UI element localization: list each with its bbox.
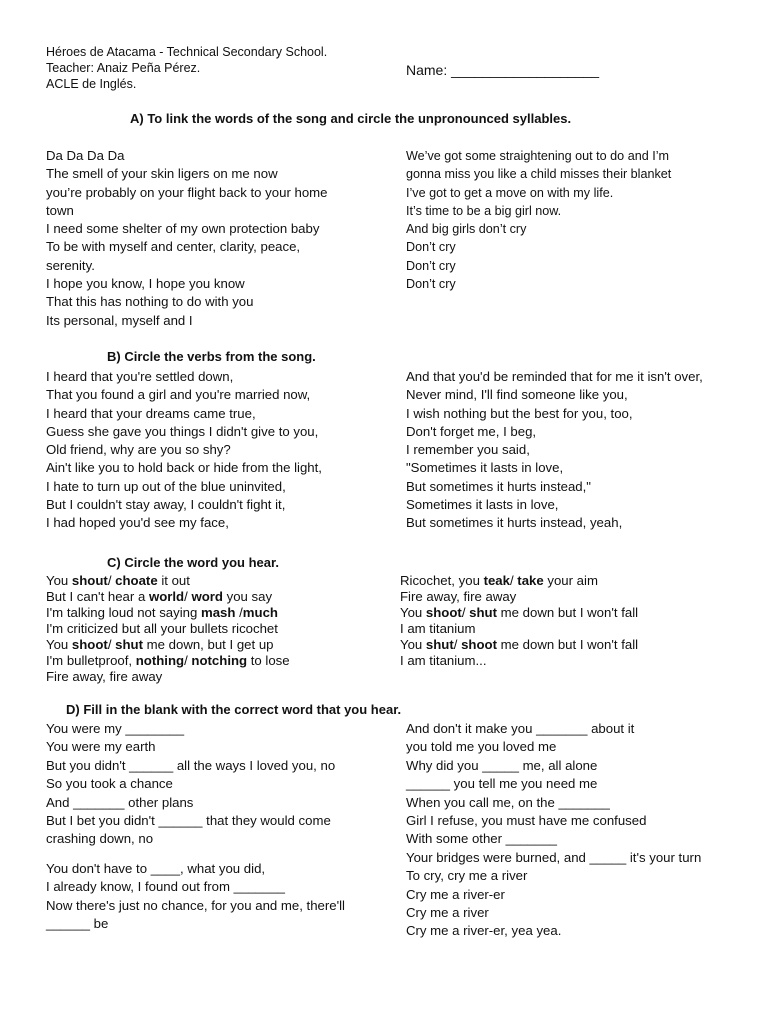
word-choice: word (191, 589, 223, 604)
lyric-line: ______ be (46, 916, 109, 932)
section-d-left-verse-2 (46, 860, 345, 934)
lyric-line: But sometimes it hurts instead," (406, 478, 591, 494)
lyric-text: I am titanium (400, 621, 476, 636)
section-d-left-verse-1 (46, 720, 345, 849)
lyric-line: gonna miss you like a child misses their blanket (406, 167, 672, 182)
lyric-line: Old friend, why are you so shy? (46, 442, 231, 458)
teacher-name: Teacher: Anaiz Peña Pérez. (46, 61, 201, 75)
section-b-right-column (406, 368, 703, 533)
lyric-line: I’ve got to get a move on with my life. (406, 185, 614, 200)
lyric-line: To cry, cry me a river (406, 868, 528, 884)
lyric-line: Da Da Da Da (46, 148, 125, 163)
lyric-text: / (235, 605, 243, 620)
lyric-line: You don't have to ____, what you did, (46, 860, 266, 876)
lyric-line: Its personal, myself and I (46, 312, 193, 328)
lyric-line: I hate to turn up out of the blue uninvited, (46, 478, 286, 494)
section-a-right-column (406, 147, 671, 293)
lyric-line: I remember you said, (406, 442, 530, 458)
word-choice: shoot (71, 637, 108, 652)
lyric-line: And don't it make you _______ about it (406, 721, 635, 736)
lyric-line: I wish nothing but the best for you, too, (406, 405, 633, 421)
lyric-line: serenity. (46, 257, 95, 273)
lyric-line: Cry me a river-er, yea yea. (406, 923, 562, 939)
lyric-text: / (184, 653, 192, 668)
lyric-line: It’s time to be a big girl now. (406, 203, 562, 218)
lyric-line: I heard that your dreams came true, (46, 405, 256, 421)
lyric-text: I'm talking loud not saying (46, 605, 201, 620)
lyric-line: But I bet you didn't ______ that they would come (46, 813, 331, 829)
lyric-line: Why did you _____ me, all alone (406, 757, 598, 773)
section-c-title: C) Circle the word you hear. (107, 555, 279, 570)
lyric-text: / (107, 573, 116, 588)
lyric-line: But sometimes it hurts instead, yeah, (406, 515, 623, 531)
lyric-line: Don’t cry (406, 277, 456, 292)
lyric-text: / (509, 573, 518, 588)
lyric-line: ______ you tell me you need me (406, 776, 598, 792)
lyric-line (46, 573, 290, 589)
lyric-line: Don’t cry (406, 240, 456, 255)
section-b-title: B) Circle the verbs from the song. (107, 349, 316, 364)
lyric-line: But I couldn't stay away, I couldn't fight it, (46, 497, 286, 513)
lyric-line: The smell of your skin ligers on me now (46, 166, 278, 182)
section-b-left-column (46, 368, 322, 533)
lyric-line (400, 573, 638, 589)
word-choice: much (242, 605, 278, 620)
lyric-line: So you took a chance (46, 776, 173, 792)
lyric-line (400, 621, 638, 637)
lyric-text: You (46, 637, 72, 652)
lyric-text: You (46, 573, 72, 588)
lyric-text: You (400, 637, 426, 652)
student-name-field: Name: ___________________ (406, 62, 600, 78)
word-choice: world (148, 589, 185, 604)
section-a-left-column (46, 147, 328, 330)
lyric-line: Sometimes it lasts in love, (406, 497, 559, 513)
lyric-text: / (184, 589, 192, 604)
lyric-line: You were my earth (46, 739, 156, 755)
lyric-line: I heard that you're settled down, (46, 369, 234, 384)
lyric-text: You (400, 605, 426, 620)
lyric-line: I need some shelter of my own protection baby (46, 221, 320, 237)
lyric-line: town (46, 202, 74, 218)
lyric-line: That you found a girl and you're married now, (46, 387, 311, 403)
lyric-text: / (461, 605, 470, 620)
lyric-line (46, 653, 290, 669)
lyric-text: me down, but I get up (143, 637, 274, 652)
lyric-line: Cry me a river-er (406, 886, 505, 902)
school-header (46, 44, 327, 92)
lyric-line (46, 605, 290, 621)
lyric-line (46, 637, 290, 653)
lyric-line (400, 637, 638, 653)
lyric-text: you say (222, 589, 273, 604)
word-choice: shut (425, 637, 454, 652)
section-d-left-column (46, 720, 345, 933)
lyric-text: Fire away, fire away (400, 589, 517, 604)
lyric-line: I already know, I found out from _______ (46, 879, 285, 895)
word-choice: mash (201, 605, 236, 620)
word-choice: shout (71, 573, 108, 588)
section-c-left-column (46, 573, 290, 685)
lyric-line: Now there's just no chance, for you and me, there'll (46, 897, 345, 913)
word-choice: shut (469, 605, 497, 620)
section-d-right-column (406, 720, 701, 941)
lyric-line (46, 621, 290, 637)
word-choice: shut (115, 637, 143, 652)
word-choice: shoot (425, 605, 462, 620)
lyric-line: "Sometimes it lasts in love, (406, 460, 564, 476)
lyric-text: But I can't hear a (46, 589, 149, 604)
lyric-line: That this has nothing to do with you (46, 294, 254, 310)
lyric-text: to lose (247, 653, 290, 668)
section-a-title: A) To link the words of the song and circle the unpronounced syllables. (130, 111, 572, 126)
lyric-line: crashing down, no (46, 831, 154, 847)
word-choice: take (517, 573, 544, 588)
lyric-line: you’re probably on your flight back to your home (46, 184, 328, 200)
lyric-line (400, 589, 638, 605)
lyric-line: I hope you know, I hope you know (46, 276, 245, 292)
lyric-line: You were my ________ (46, 721, 185, 736)
lyric-text: it out (157, 573, 190, 588)
lyric-text: I am titanium... (400, 653, 487, 668)
word-choice: teak (483, 573, 510, 588)
lyric-line (400, 653, 638, 669)
word-choice: shoot (461, 637, 497, 652)
lyric-text: me down but I won't fall (497, 637, 639, 652)
subject-name: ACLE de Inglés. (46, 77, 137, 91)
lyric-text: Ricochet, you (400, 573, 484, 588)
lyric-line: To be with myself and center, clarity, peace, (46, 239, 301, 255)
lyric-line: And _______ other plans (46, 794, 194, 810)
lyric-line (400, 605, 638, 621)
lyric-line (46, 589, 290, 605)
lyric-line: Girl I refuse, you must have me confused (406, 813, 647, 829)
lyric-line: And that you'd be reminded that for me it isn't over, (406, 369, 703, 384)
lyric-line: Don't forget me, I beg, (406, 423, 537, 439)
lyric-line: Don’t cry (406, 258, 456, 273)
lyric-line: Cry me a river (406, 905, 489, 921)
lyric-line: I had hoped you'd see my face, (46, 515, 229, 531)
lyric-line: When you call me, on the _______ (406, 794, 610, 810)
lyric-line: Ain't like you to hold back or hide from the light, (46, 460, 322, 476)
lyric-text: me down but I won't fall (497, 605, 639, 620)
lyric-text: I'm bulletproof, (46, 653, 136, 668)
word-choice: choate (115, 573, 158, 588)
lyric-line: But you didn't ______ all the ways I loved you, no (46, 757, 336, 773)
section-d-title: D) Fill in the blank with the correct word that you hear. (66, 702, 402, 717)
lyric-line: With some other _______ (406, 831, 558, 847)
section-c-right-column (400, 573, 638, 669)
word-choice: nothing (135, 653, 185, 668)
lyric-line (46, 669, 290, 685)
school-name: Héroes de Atacama - Technical Secondary School. (46, 45, 328, 59)
word-choice: notching (191, 653, 248, 668)
lyric-text: / (453, 637, 462, 652)
lyric-text: your aim (543, 573, 598, 588)
lyric-line: Never mind, I'll find someone like you, (406, 387, 628, 403)
lyric-text: I'm criticized but all your bullets ricochet (46, 621, 278, 636)
lyric-line: And big girls don’t cry (406, 222, 527, 237)
lyric-line: We’ve got some straightening out to do and I’m (406, 149, 669, 163)
lyric-text: Fire away, fire away (46, 669, 163, 684)
lyric-text: / (107, 637, 116, 652)
lyric-line: Your bridges were burned, and _____ it's your turn (406, 849, 702, 865)
lyric-line: you told me you loved me (406, 739, 557, 755)
lyric-line: Guess she gave you things I didn't give to you, (46, 423, 319, 439)
